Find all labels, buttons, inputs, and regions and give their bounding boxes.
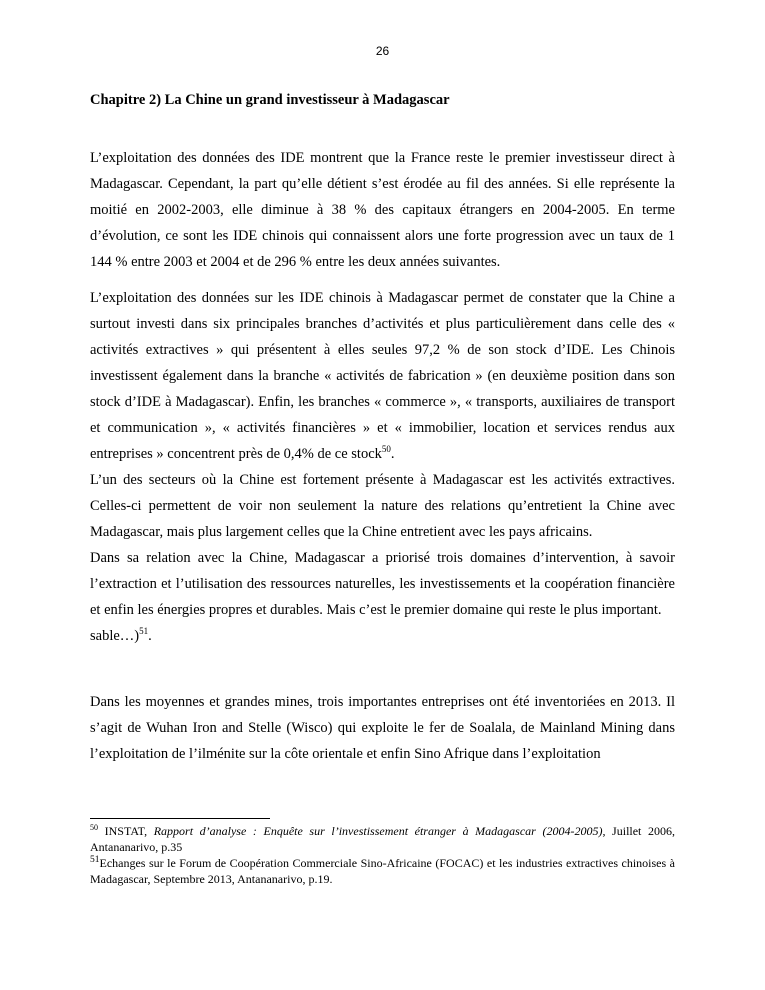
- paragraph-text: L’exploitation des données sur les IDE chinois à Madagascar permet de constater que la Chine a surtout investi dans six principales branches d’activités et plus particulièrement dans celle des « activités extractives » qui présentent à elles seules 97,2 % de son stock d’IDE. Les Chinois investissent également dans la branche « activités de fabrication » (en deuxième position dans son stock d’IDE à Madagascar). Enfin, les branches « commerce », « transports, auxiliaires de transport et communication », « activités financières » et « immobilier, location et services rendus aux entreprises » concentrent près de 0,4% de ce stock: [90, 290, 675, 462]
- footnote-title: Rapport d’analyse : Enquête sur l’investissement étranger à Madagascar (2004-2005),: [153, 824, 606, 838]
- footnote-number: 51: [90, 855, 100, 865]
- page-number: 26: [375, 44, 390, 58]
- paragraph-text: sable…): [90, 628, 140, 644]
- footnote-51: [90, 855, 675, 887]
- paragraph-ide-chinois: [90, 285, 675, 649]
- footnote-ref-50[interactable]: 50: [381, 444, 391, 455]
- paragraph-punct: .: [148, 628, 152, 644]
- paragraph-mines: Dans les moyennes et grandes mines, trois importantes entreprises ont été inventoriées en 2013. Il s’agit de Wuhan Iron and Stelle (Wisco) qui exploite le fer de Soalala, de Mainland Mining dans l’exploitation de l’ilménite sur la côte orientale et enfin Sino Afrique dans l’exploitation: [90, 694, 675, 762]
- chapter-title: Chapitre 2) La Chine un grand investisseur à Madagascar: [90, 92, 450, 108]
- paragraph-ide-france: L’exploitation des données des IDE montrent que la France reste le premier investisseur direct à Madagascar. Cependant, la part qu’elle détient s’est érodée au fil des années. Si elle représente la moitié en 2002-2003, elle diminue à 38 % des capitaux étrangers en 2004-2005. En terme d’évolution, ce sont les IDE chinois qui connaissent alors une forte progression avec un taux de 1 144 % entre 2003 et 2004 et de 296 % entre les deux années suivantes.: [90, 150, 675, 270]
- paragraph-text: Dans sa relation avec la Chine, Madagascar a priorisé trois domaines d’intervention, à savoir l’extraction et l’utilisation des ressources naturelles, les investissements et la coopération financière et enfin les énergies propres et durables. Mais c’est le premier domaine qui reste le plus important.: [90, 550, 675, 618]
- footnote-number: 50: [90, 823, 98, 832]
- paragraph-block: [90, 285, 675, 649]
- paragraph-punct: .: [390, 446, 395, 462]
- paragraph-text: L’un des secteurs où la Chine est fortement présente à Madagascar est les activités extractives. Celles-ci permettent de voir non seulement la nature des relations qu’entretient la Chine avec Madagascar, mais plus largement celles que la Chine entretient avec les pays africains.: [90, 472, 675, 540]
- footnote-50: [90, 823, 675, 855]
- footnote-suffix: Juillet 2006, Antananarivo, p.35: [90, 824, 676, 854]
- footnote-divider: [90, 818, 270, 819]
- footnote-text: Echanges sur le Forum de Coopération Commerciale Sino-Africaine (FOCAC) et les industries extractives chinoises à Madagascar, Septembre 2013, Antananarivo, p.19.: [90, 856, 675, 886]
- footnote-prefix: INSTAT,: [98, 824, 154, 838]
- footnote-ref-51[interactable]: 51: [139, 626, 149, 637]
